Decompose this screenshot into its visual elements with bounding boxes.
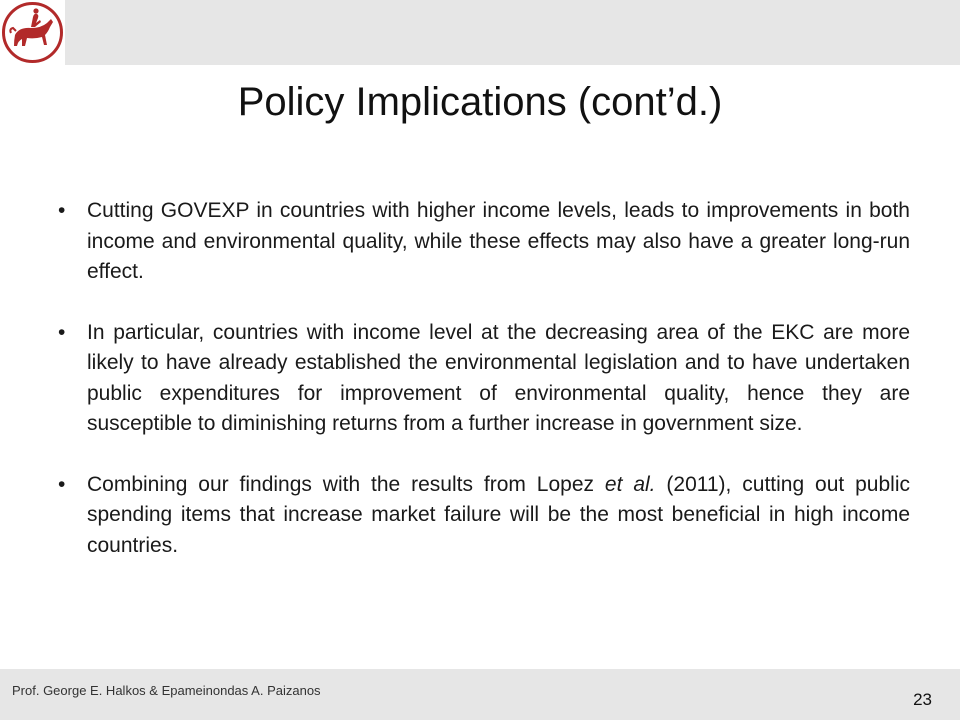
footer-authors: Prof. George E. Halkos & Epameinondas A. Paizanos <box>12 683 321 698</box>
bullet-item-ekc <box>58 318 910 440</box>
horse-rider-seal-icon <box>1 1 64 64</box>
university-logo <box>0 0 65 65</box>
bullet-text: Combining our findings with the results from Lopez <box>87 472 605 496</box>
bullet-item-lopez <box>58 470 910 562</box>
bullet-text: Cutting GOVEXP in countries with higher income levels, leads to improvements in both income and environmental quality, while these effects may also have a greater long-run effect. <box>87 199 910 283</box>
page-number: 23 <box>913 690 932 709</box>
bullet-item-govexp <box>58 196 910 288</box>
bullet-italic-text: et al. <box>604 472 656 496</box>
bullet-list <box>58 196 910 591</box>
slide-title: Policy Implications (cont’d.) <box>237 80 723 124</box>
bullet-text-after: (2011), cutting out public spending items that increase market failure will be the most beneficial in high income countries. <box>87 472 910 557</box>
bullet-text: In particular, countries with income level at the decreasing area of the EKC are more likely to have already established the environmental legislation and to have undertaken public expenditures for improvement of environmental quality, hence they are susceptible to diminishing returns from a further increase in government size. <box>87 320 910 435</box>
header-band <box>0 0 960 65</box>
